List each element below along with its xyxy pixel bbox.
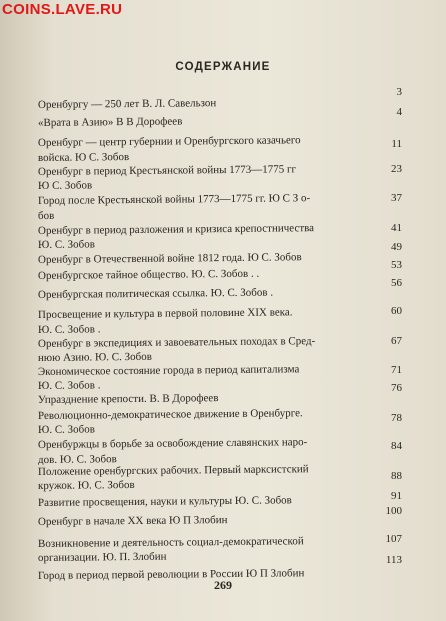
toc-entry-text: Ю. С. Зобов [37,423,96,436]
toc-entry-text: Ю. С. Зобов [37,238,96,251]
toc-page-number: 71 [391,364,402,376]
toc-entry-text: Оренбург в Отечественной войне 1812 года. Ю С. Зобов [37,251,302,266]
toc-page-number: 67 [391,335,402,347]
toc-page-number: 41 [391,222,402,234]
toc-entry-text: организации. Ю. П. Злобин [37,550,167,564]
toc-page-number: 113 [385,554,402,566]
toc-entry-text: войска. Ю С. Зобов [37,151,130,164]
toc-entry-text: Возникновение и деятельность социал-демократической [37,535,304,550]
toc-page-number: 37 [391,192,402,204]
toc-page-number: 56 [391,277,402,289]
toc-page-number: 60 [391,305,402,317]
toc-entry-text: Оренбург в начале XX века Ю П Злобин [37,514,228,528]
toc-entry-text: Экономическое состояние города в период капитализма [37,363,300,378]
toc-page-number: 49 [391,241,402,253]
toc-entry-text: Оренбуржцы в борьбе за освобождение славянских наро- [37,436,308,451]
toc-page-number: 107 [385,533,402,545]
toc-page-number: 11 [391,138,402,150]
toc-page-number: 88 [391,470,402,482]
toc-entry-text: «Врата в Азию» В В Дорофеев [37,115,183,129]
toc-entry-text: Город после Крестьянской войны 1773—1775 гг. Ю С З о- [37,192,311,207]
toc-entry-text: Ю. С. Зобов . [37,379,101,392]
toc-page-number: 53 [391,259,402,271]
toc-entry-text: Оренбург в период Крестьянской войны 1773—1775 гг [37,163,297,178]
toc-entry-text: Ю С. Зобов [37,179,93,192]
toc-page-number: 76 [391,382,402,394]
toc-entry-text: Оренбургская политическая ссылка. Ю. С. Зобов . [37,286,274,301]
toc-page-number: 78 [391,412,402,424]
toc-page-number: 3 [396,86,402,98]
toc-entry-text: Оренбургу — 250 лет В. Л. Савельзон [37,97,217,111]
toc-entry-text: Революционно-демократическое движение в Оренбурге. [37,407,303,422]
toc-entry-text: кружок. Ю. С. Зобов [37,478,135,492]
toc-entry-text: Оренбург — центр губернии и Оренбургского казачьего [37,134,301,149]
toc-entry-text: Оренбург в экспедициях и завоевательных походах в Сред- [37,335,316,350]
toc-entry-text: Развитие просвещения, науки и культуры Ю. С. Зобов [37,494,292,509]
toc-page-number: 23 [391,163,402,175]
toc-page-number: 4 [396,106,402,118]
toc-entry-text: Положение оренбургских рабочих. Первый марксистский [37,463,309,478]
toc-entry-text: Оренбургское тайное общество. Ю. С. Зобов . . [37,267,260,282]
toc-entry-text: Ю. С. Зобов . [37,323,101,336]
toc-page-number: 91 [391,490,402,502]
toc-entry-text: Упразднение крепости. В. В Дорофеев [37,392,219,406]
page-number-footer: 269 [214,578,232,592]
toc-page-number: 84 [391,440,402,452]
toc-entry-text: Просвещение и культура в первой половине XIX века. [37,306,293,321]
toc-page-number: 100 [385,505,402,517]
toc-entry-text: Оренбург в период разложения и кризиса крепостничества [37,222,315,237]
toc-entry-text: бов [37,209,55,222]
toc-entry-text: дов. Ю. С. Зобов [37,453,117,466]
watermark: COINS.LAVE.RU [2,1,123,18]
toc-entry-text: Город в период первой революции в России Ю П Злобин [37,567,305,582]
toc-entry-text: нюю Азию. Ю. С. Зобов [37,350,152,364]
page-title: СОДЕРЖАНИЕ [175,61,271,73]
